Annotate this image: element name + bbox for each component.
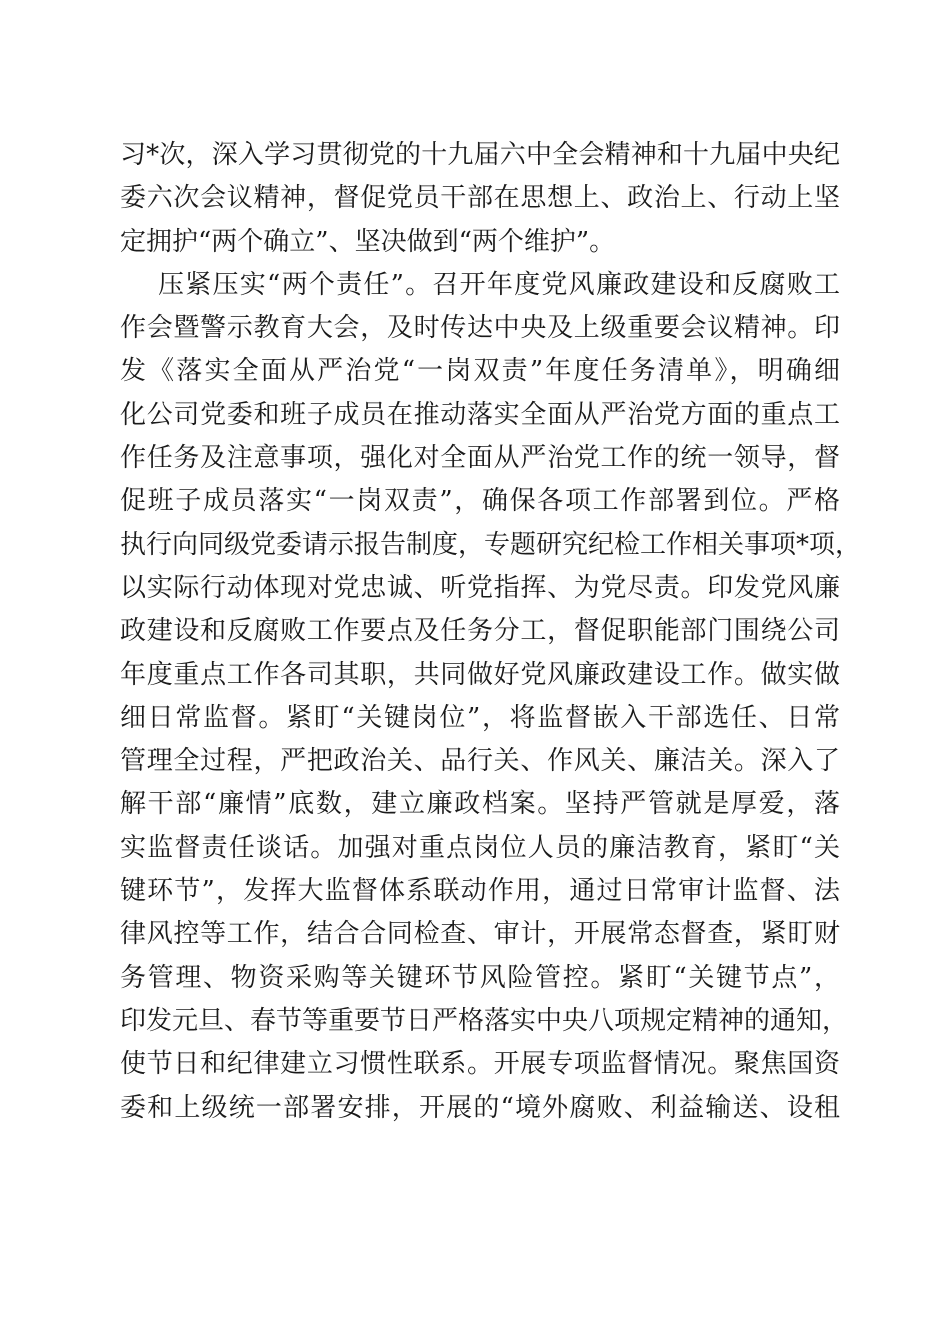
text-line: 委和上级统一部署安排，开展的“境外腐败、利益输送、设租: [120, 1092, 840, 1123]
text-line: 委六次会议精神，督促党员干部在思想上、政治上、行动上坚: [120, 183, 840, 214]
text-line: 定拥护“两个确立”、坚决做到“两个维护”。: [120, 226, 616, 257]
text-line: 化公司党委和班子成员在推动落实全面从严治党方面的重点工: [120, 399, 840, 430]
text-line: 细日常监督。紧盯“关键岗位”，将监督嵌入干部选任、日常: [120, 702, 840, 733]
text-line: 以实际行动体现对党忠诚、听党指挥、为党尽责。印发党风廉: [120, 572, 840, 603]
text-line: 政建设和反腐败工作要点及任务分工，督促职能部门围绕公司: [120, 616, 840, 647]
text-line: 年度重点工作各司其职，共同做好党风廉政建设工作。做实做: [120, 659, 840, 690]
text-line: 印发元旦、春节等重要节日严格落实中央八项规定精神的通知，: [120, 1005, 849, 1036]
paragraph-2: [120, 264, 862, 1173]
text-line: 习*次，深入学习贯彻党的十九届六中全会精神和十九届中央纪: [120, 140, 840, 170]
text-line: 键环节”，发挥大监督体系联动作用，通过日常审计监督、法: [120, 876, 840, 907]
text-line: [120, 1130, 840, 1173]
text-line: 作会暨警示教育大会，及时传达中央及上级重要会议精神。印: [120, 313, 840, 344]
text-line: 使节日和纪律建立习惯性联系。开展专项监督情况。聚焦国资: [120, 1049, 840, 1080]
text-line: 解干部“廉情”底数，建立廉政档案。坚持严管就是厚爱，落: [120, 789, 840, 820]
text-line: 作任务及注意事项，强化对全面从严治党工作的统一领导，督: [120, 443, 840, 474]
text-line: 律风控等工作，结合合同检查、审计，开展常态督查，紧盯财: [120, 919, 840, 950]
text-line: 发《落实全面从严治党“一岗双责”年度任务清单》，明确细: [120, 356, 840, 387]
text-line: 实监督责任谈话。加强对重点岗位人员的廉洁教育，紧盯“关: [120, 832, 840, 863]
body-text: [120, 134, 862, 1173]
text-line: 管理全过程，严把政治关、品行关、作风关、廉洁关。深入了: [120, 746, 840, 777]
paragraph-1: [120, 134, 840, 264]
text-line: 执行向同级党委请示报告制度，专题研究纪检工作相关事项*项，: [120, 529, 862, 560]
text-line: 压紧压实“两个责任”。召开年度党风廉政建设和反腐败工: [158, 269, 840, 300]
text-line: 务管理、物资采购等关键环节风险管控。紧盯“关键节点”，: [120, 962, 840, 993]
text-line: 促班子成员落实“一岗双责”，确保各项工作部署到位。严格: [120, 486, 840, 517]
